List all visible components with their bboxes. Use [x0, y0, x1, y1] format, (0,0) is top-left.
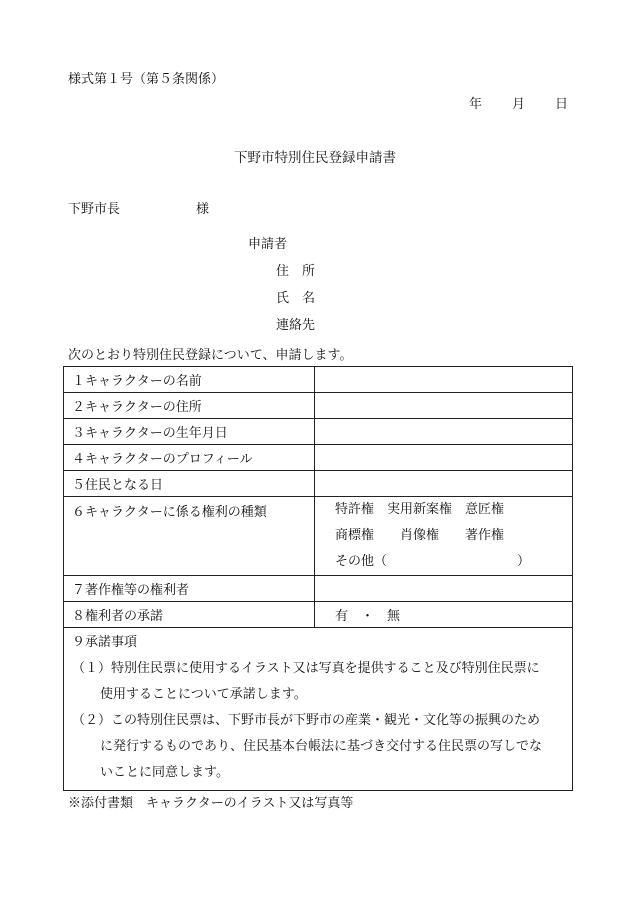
- attachments-note: ※添付書類 キャラクターのイラスト又は写真等: [68, 796, 354, 811]
- intro-text: 次のとおり特別住民登録について、申請します。: [68, 348, 353, 363]
- applicant-name-label: 氏 名: [276, 291, 316, 306]
- table-row: [64, 419, 573, 445]
- application-table: [63, 366, 573, 791]
- consent-section: [64, 628, 573, 791]
- addressee: [68, 198, 210, 217]
- character-name-field[interactable]: [315, 367, 573, 393]
- rights-line-2: 商標権 肖像権 著作権: [335, 528, 505, 543]
- applicant-address-label: 住 所: [276, 264, 316, 279]
- row-label: ３キャラクターの生年月日: [64, 419, 315, 445]
- character-birthdate-field[interactable]: [315, 419, 573, 445]
- table-row: [64, 471, 573, 497]
- table-row: [64, 393, 573, 419]
- date-month-label: 月: [511, 97, 525, 112]
- form-number: 様式第１号（第５条関係）: [68, 72, 225, 87]
- rights-options[interactable]: [315, 497, 573, 576]
- character-profile-field[interactable]: [315, 445, 573, 471]
- row-label: ８権利者の承諾: [64, 602, 315, 628]
- rights-holder-field[interactable]: [315, 576, 573, 602]
- row-label: ５住民となる日: [64, 471, 315, 497]
- consent-item-1-line-1: （１）特別住民票に使用するイラスト又は写真を提供すること及び特別住民票に: [72, 661, 540, 676]
- row-label: ４キャラクターのプロフィール: [64, 445, 315, 471]
- rights-line-1: 特許権 実用新案権 意匠権: [335, 502, 505, 517]
- table-row: [64, 602, 573, 628]
- applicant-label: 申請者: [248, 237, 288, 252]
- rights-row: [64, 497, 573, 576]
- resident-date-field[interactable]: [315, 471, 573, 497]
- addressee-honorific: 様: [196, 202, 210, 217]
- consent-heading: ９承諾事項: [72, 635, 138, 650]
- table-row: [64, 576, 573, 602]
- applicant-contact-label: 連絡先: [276, 318, 316, 333]
- consent-item-2-line-3: いことに同意します。: [100, 765, 229, 780]
- consent-yes-no[interactable]: 有 ・ 無: [315, 602, 573, 628]
- rights-line-3: その他（ ）: [335, 554, 531, 569]
- date-day-label: 日: [554, 97, 568, 112]
- consent-item-1-line-2: 使用することについて承諾します。: [100, 687, 307, 702]
- character-address-field[interactable]: [315, 393, 573, 419]
- addressee-name: 下野市長: [68, 202, 121, 217]
- consent-item-2-line-1: （２）この特別住民票は、下野市長が下野市の産業・観光・文化等の振興のため: [72, 713, 541, 728]
- consent-section-row: [64, 628, 573, 791]
- table-row: [64, 445, 573, 471]
- applicant-block: [248, 233, 315, 341]
- form-title: 下野市特別住民登録申請書: [234, 150, 396, 166]
- row-label: １キャラクターの名前: [64, 367, 315, 393]
- consent-item-2-line-2: に発行するものであり、住民基本台帳法に基づき交付する住民票の写しでな: [100, 739, 543, 754]
- date-line: [469, 93, 568, 112]
- table-row: [64, 367, 573, 393]
- date-year-label: 年: [468, 97, 482, 112]
- row-label: ２キャラクターの住所: [64, 393, 315, 419]
- rights-label: ６キャラクターに係る権利の種類: [64, 497, 315, 576]
- row-label: ７著作権等の権利者: [64, 576, 315, 602]
